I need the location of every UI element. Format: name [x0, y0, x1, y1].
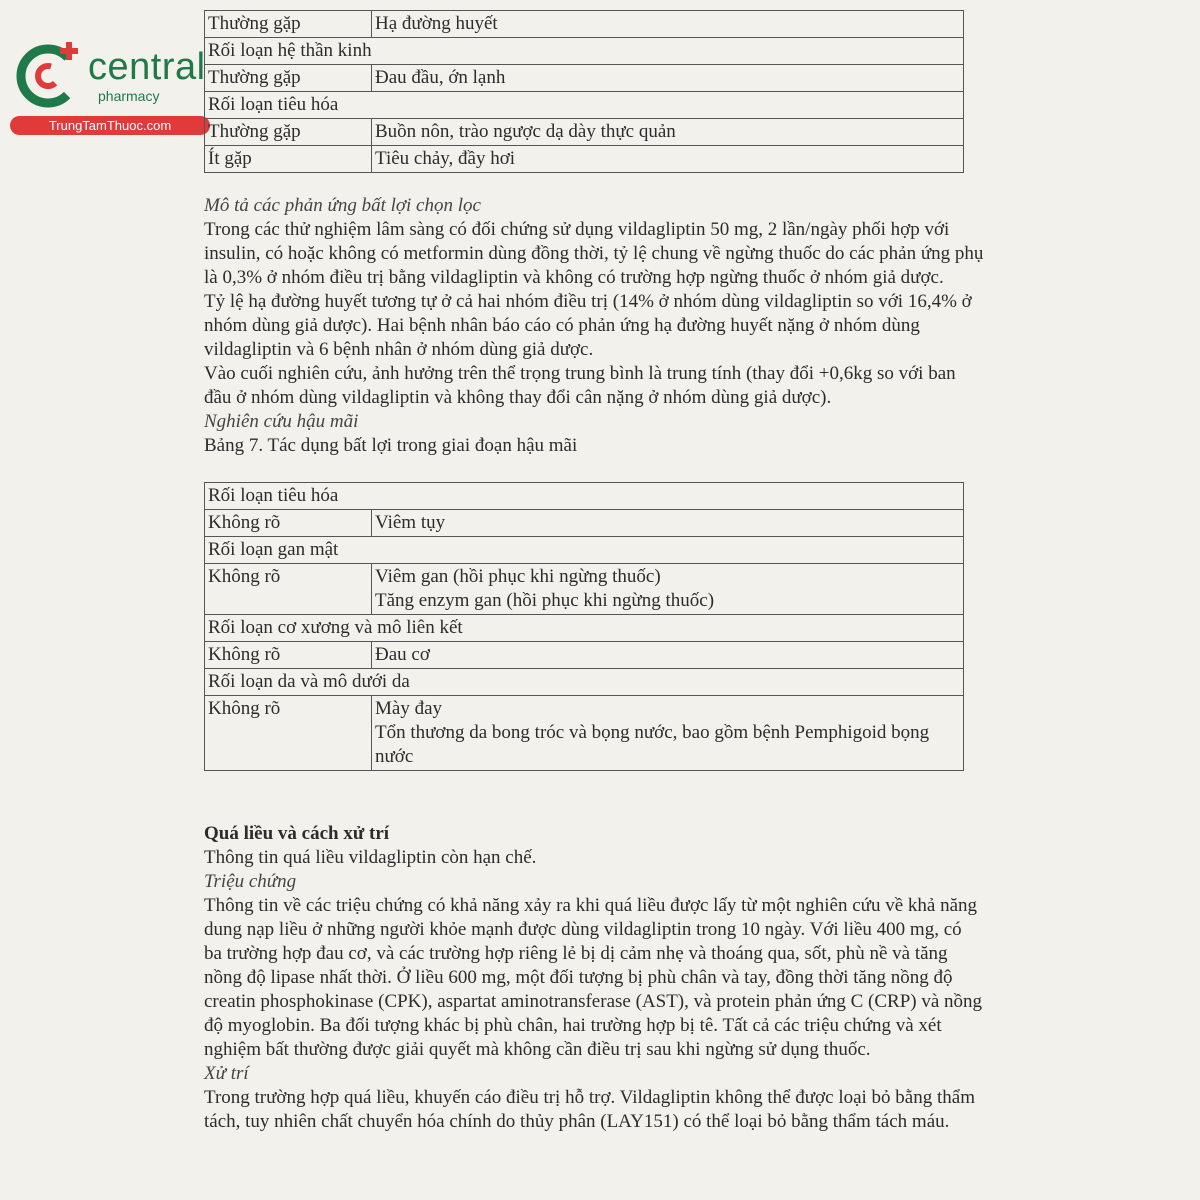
reaction-line: Đau cơ [375, 644, 430, 665]
paragraph: Thông tin về các triệu chứng có khả năng xảy ra khi quá liều được lấy từ một nghiên cứu về khả năng dung nạp liều ở những người khỏe mạnh được dùng vildagliptin trong 10 ngày. Với liều 400 mg, có ba trường hợp đau cơ, và các trường hợp riêng lẻ bị dị cảm nhẹ và thoáng qua, sốt, phù nề và tăng nồng độ lipase nhất thời. Ở liều 600 mg, một đối tượng bị phù chân và tay, đồng thời tăng nồng độ creatin phosphokinase (CPK), aspartat aminotransferase (AST), và protein phản ứng C (CRP) và nồng độ myoglobin. Ba đối tượng khác bị phù chân, hai trường hợp bị tê. Tất cả các triệu chứng và xét nghiệm bất thường được giải quyết mà không cần điều trị sau khi ngừng sử dụng thuốc. [204, 895, 983, 1060]
reaction-cell [372, 696, 964, 771]
reaction-cell [372, 510, 964, 537]
table-row [205, 119, 964, 146]
brand-name: central [88, 46, 206, 88]
reaction-cell [372, 642, 964, 669]
adverse-reactions-table [204, 10, 964, 173]
section-cell: Rối loạn hệ thần kinh [205, 38, 964, 65]
overdose-section [204, 822, 984, 1134]
table-row [205, 696, 964, 771]
section-cell: Rối loạn cơ xương và mô liên kết [205, 615, 964, 642]
subsection-heading: Xử trí [204, 1063, 249, 1084]
reaction-line: Mày đay [375, 698, 443, 719]
table-row [205, 65, 964, 92]
table-row [205, 146, 964, 173]
table-row [205, 615, 964, 642]
frequency-cell: Thường gặp [205, 119, 372, 146]
paragraph: Trong các thử nghiệm lâm sàng có đối chứng sử dụng vildagliptin 50 mg, 2 lần/ngày phối hợp với insulin, có hoặc không có metformin dùng đồng thời, tỷ lệ chung về ngừng thuốc do các phản ứng phụ là 0,3% ở nhóm điều trị bằng vildagliptin và không có trường hợp ngừng thuốc ở nhóm giả dược. [204, 219, 984, 288]
subsection-heading: Triệu chứng [204, 871, 297, 892]
section-cell: Rối loạn tiêu hóa [205, 483, 964, 510]
table-row [205, 510, 964, 537]
reaction-cell: Tiêu chảy, đầy hơi [372, 146, 964, 173]
section-heading: Nghiên cứu hậu mãi [204, 411, 359, 432]
frequency-cell: Không rõ [205, 696, 372, 771]
postmarketing-table [204, 482, 964, 771]
section-heading: Mô tả các phản ứng bất lợi chọn lọc [204, 195, 481, 216]
frequency-cell: Không rõ [205, 642, 372, 669]
section-heading: Quá liều và cách xử trí [204, 823, 390, 844]
frequency-cell: Thường gặp [205, 11, 372, 38]
pharmacy-cross-logo-icon [12, 40, 84, 112]
selected-adverse-reactions-section [204, 194, 984, 458]
table-row [205, 483, 964, 510]
paragraph: Tỷ lệ hạ đường huyết tương tự ở cả hai nhóm điều trị (14% ở nhóm dùng vildagliptin so với 16,4% ở nhóm dùng giả dược). Hai bệnh nhân báo cáo có phản ứng hạ đường huyết nặng ở nhóm dùng vildagliptin và 6 bệnh nhân ở nhóm dùng giả dược. [204, 291, 972, 360]
table-row [205, 669, 964, 696]
paragraph: Vào cuối nghiên cứu, ảnh hưởng trên thể trọng trung bình là trung tính (thay đổi +0,6kg so với ban đầu ở nhóm dùng vildagliptin và không thay đổi cân nặng ở nhóm dùng giả dược). [204, 363, 956, 408]
table-row [205, 92, 964, 119]
brand-logo [10, 36, 225, 136]
section-cell: Rối loạn tiêu hóa [205, 92, 964, 119]
frequency-cell: Ít gặp [205, 146, 372, 173]
reaction-cell: Buồn nôn, trào ngược dạ dày thực quản [372, 119, 964, 146]
table-caption: Bảng 7. Tác dụng bất lợi trong giai đoạn hậu mãi [204, 435, 578, 456]
reaction-cell: Hạ đường huyết [372, 11, 964, 38]
brand-url: TrungTamThuoc.com [10, 116, 210, 135]
table-row [205, 11, 964, 38]
table-row [205, 642, 964, 669]
paragraph: Thông tin quá liều vildagliptin còn hạn chế. [204, 847, 537, 868]
reaction-line: Tổn thương da bong tróc và bọng nước, bao gồm bệnh Pemphigoid bọng nước [375, 722, 930, 767]
reaction-cell [372, 564, 964, 615]
frequency-cell: Không rõ [205, 510, 372, 537]
section-cell: Rối loạn da và mô dưới da [205, 669, 964, 696]
reaction-cell: Đau đầu, ớn lạnh [372, 65, 964, 92]
frequency-cell: Thường gặp [205, 65, 372, 92]
reaction-line: Tăng enzym gan (hồi phục khi ngừng thuốc) [375, 590, 715, 611]
paragraph: Trong trường hợp quá liều, khuyến cáo điều trị hỗ trợ. Vildagliptin không thể được loại bỏ bằng thẩm tách, tuy nhiên chất chuyển hóa chính do thủy phân (LAY151) có thể loại bỏ bằng thẩm tách máu. [204, 1087, 975, 1132]
brand-subtitle: pharmacy [98, 88, 160, 104]
frequency-cell: Không rõ [205, 564, 372, 615]
section-cell: Rối loạn gan mật [205, 537, 964, 564]
table-row [205, 564, 964, 615]
reaction-line: Viêm gan (hồi phục khi ngừng thuốc) [375, 566, 661, 587]
reaction-line: Viêm tụy [375, 512, 446, 533]
table-row [205, 38, 964, 65]
table-row [205, 537, 964, 564]
